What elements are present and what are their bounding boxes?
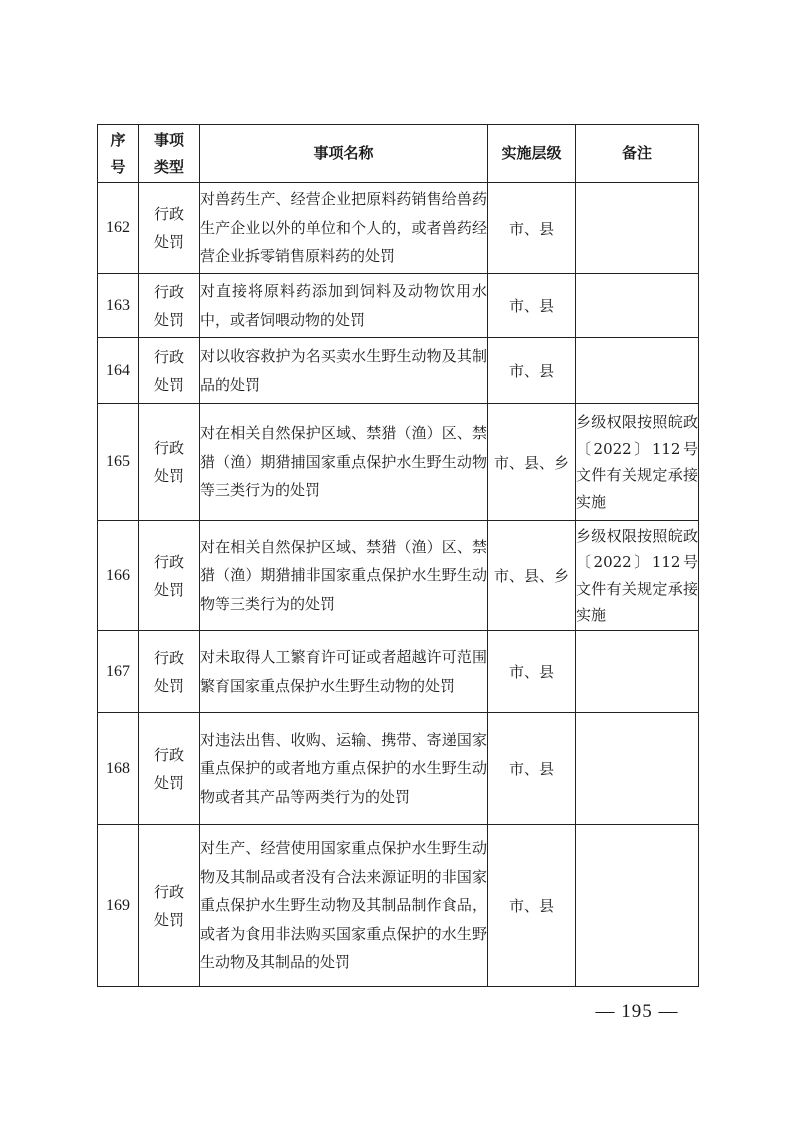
row-name: 对生产、经营使用国家重点保护水生野生动物及其制品或者没有合法来源证明的非国家重点保护水生野生动物及其制品制作食品，或者为食用非法购买国家重点保护的水生野生动物及其制品的处罚 <box>200 825 488 987</box>
row-type-line2: 处罚 <box>153 310 184 329</box>
row-type <box>139 338 200 404</box>
header-type-line1: 事项 <box>153 130 184 149</box>
row-note <box>576 183 699 274</box>
row-level: 市、县 <box>488 183 576 274</box>
row-level: 市、县 <box>488 338 576 404</box>
row-number: 169 <box>98 825 139 987</box>
row-type-line1: 行政 <box>153 745 184 764</box>
header-type <box>139 125 200 183</box>
row-type-line1: 行政 <box>153 552 184 571</box>
table-row <box>98 404 699 521</box>
header-no <box>98 125 139 183</box>
row-number: 168 <box>98 713 139 825</box>
row-name: 对在相关自然保护区域、禁猎（渔）区、禁猎（渔）期猎捕非国家重点保护水生野生动物等三类行为的处罚 <box>200 521 488 631</box>
row-note: 乡级权限按照皖政〔2022〕112号文件有关规定承接实施 <box>576 521 699 631</box>
row-number: 166 <box>98 521 139 631</box>
row-type <box>139 521 200 631</box>
row-type-line1: 行政 <box>153 439 184 457</box>
header-level: 实施层级 <box>488 125 576 183</box>
table-row <box>98 521 699 631</box>
row-name: 对违法出售、收购、运输、携带、寄递国家重点保护的或者地方重点保护的水生野生动物或者其产品等两类行为的处罚 <box>200 713 488 825</box>
row-type-line2: 处罚 <box>153 375 184 394</box>
row-name: 对直接将原料药添加到饲料及动物饮用水中，或者饲喂动物的处罚 <box>200 274 488 338</box>
row-type <box>139 404 200 521</box>
row-number: 164 <box>98 338 139 404</box>
row-note <box>576 338 699 404</box>
row-number: 165 <box>98 404 139 521</box>
header-type-line2: 类型 <box>153 157 184 176</box>
table-row <box>98 183 699 274</box>
row-type <box>139 274 200 338</box>
row-name: 对以收容救护为名买卖水生野生动物及其制品的处罚 <box>200 338 488 404</box>
header-row <box>98 125 699 183</box>
page-number: — 195 — <box>595 1001 679 1022</box>
row-type-line2: 处罚 <box>153 910 184 929</box>
row-type-line1: 行政 <box>153 882 184 901</box>
row-note <box>576 631 699 713</box>
row-type-line2: 处罚 <box>153 467 184 485</box>
row-note <box>576 274 699 338</box>
header-note: 备注 <box>576 125 699 183</box>
row-level: 市、县 <box>488 274 576 338</box>
table-row <box>98 274 699 338</box>
table-row <box>98 338 699 404</box>
row-type-line2: 处罚 <box>153 676 184 695</box>
row-type-line1: 行政 <box>153 205 184 223</box>
row-note: 乡级权限按照皖政〔2022〕112号文件有关规定承接实施 <box>576 404 699 521</box>
row-type <box>139 825 200 987</box>
row-number: 163 <box>98 274 139 338</box>
row-level: 市、县 <box>488 631 576 713</box>
row-note <box>576 825 699 987</box>
row-type-line2: 处罚 <box>153 580 184 599</box>
table-row <box>98 631 699 713</box>
items-table <box>97 124 699 987</box>
header-no-line1: 序 <box>110 130 126 149</box>
table-row <box>98 713 699 825</box>
header-no-line2: 号 <box>110 157 126 176</box>
row-type <box>139 631 200 713</box>
table-row <box>98 825 699 987</box>
row-type-line2: 处罚 <box>153 233 184 251</box>
row-type-line1: 行政 <box>153 648 184 667</box>
row-number: 167 <box>98 631 139 713</box>
row-type <box>139 713 200 825</box>
row-level: 市、县、乡 <box>488 521 576 631</box>
row-level: 市、县、乡 <box>488 404 576 521</box>
row-number: 162 <box>98 183 139 274</box>
row-level: 市、县 <box>488 713 576 825</box>
row-level: 市、县 <box>488 825 576 987</box>
row-name: 对在相关自然保护区域、禁猎（渔）区、禁猎（渔）期猎捕国家重点保护水生野生动物等三类行为的处罚 <box>200 404 488 521</box>
row-note <box>576 713 699 825</box>
row-name: 对兽药生产、经营企业把原料药销售给兽药生产企业以外的单位和个人的，或者兽药经营企业拆零销售原料药的处罚 <box>200 183 488 274</box>
row-type-line2: 处罚 <box>153 773 184 792</box>
header-name: 事项名称 <box>200 125 488 183</box>
row-name: 对未取得人工繁育许可证或者超越许可范围繁育国家重点保护水生野生动物的处罚 <box>200 631 488 713</box>
row-type-line1: 行政 <box>153 282 184 301</box>
row-type <box>139 183 200 274</box>
row-type-line1: 行政 <box>153 347 184 366</box>
